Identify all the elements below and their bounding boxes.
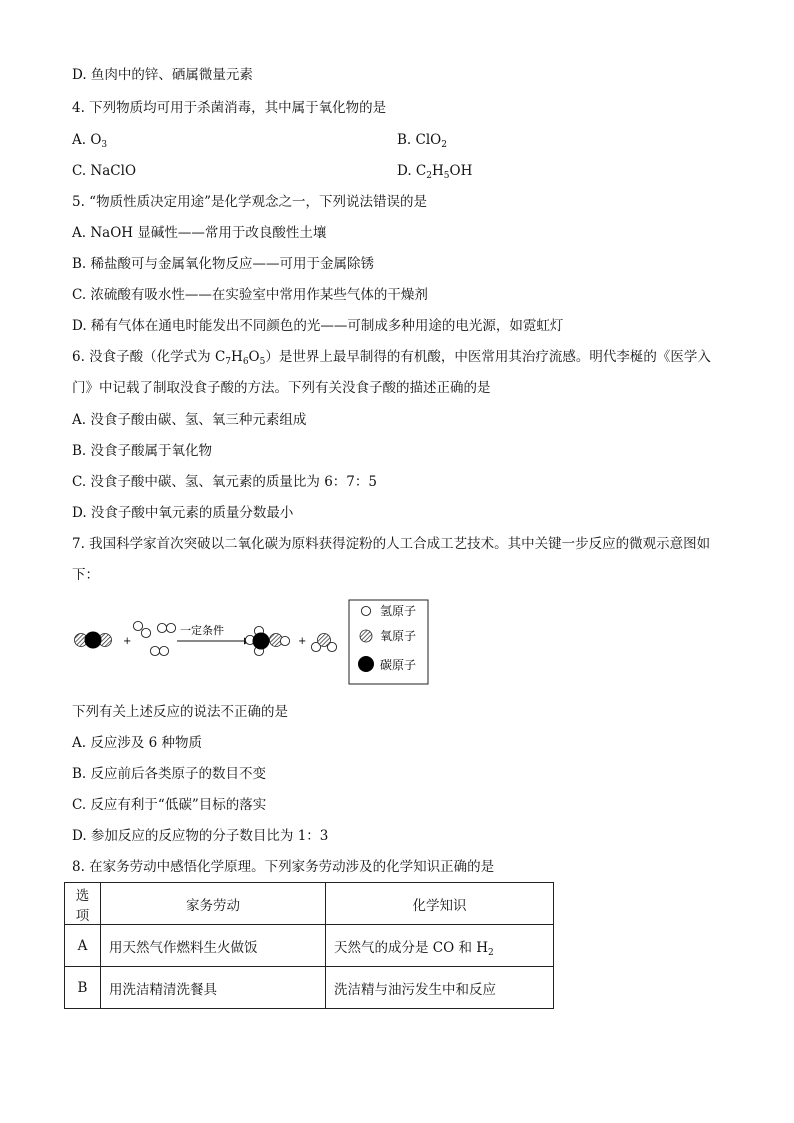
q8-table xyxy=(64,882,554,1009)
q5-option-d: D. 稀有气体在通电时能发出不同颜色的光——可制成多种用途的电光源，如霓虹灯 xyxy=(72,318,564,334)
q3-option-d: D. 鱼肉中的锌、硒属微量元素 xyxy=(72,67,253,83)
q7-reaction-diagram xyxy=(70,596,435,688)
hydrogen-atom-icon xyxy=(361,606,370,615)
q5-option-c: C. 浓硫酸有吸水性——在实验室中常用作某些气体的干燥剂 xyxy=(72,287,428,303)
header-option: 选项 xyxy=(65,883,101,925)
row-option: B xyxy=(65,967,101,1009)
q5-option-a: A. NaOH 显碱性——常用于改良酸性土壤 xyxy=(72,225,327,241)
row-knowledge: 洗洁精与油污发生中和反应 xyxy=(326,967,554,1009)
q6-option-c: C. 没食子酸中碳、氢、氧元素的质量比为 6：7：5 xyxy=(72,474,377,490)
table-header-row xyxy=(65,883,554,925)
q7-option-c: C. 反应有利于“低碳”目标的落实 xyxy=(72,797,267,813)
carbon-atom-icon xyxy=(358,656,374,672)
q6-option-b: B. 没食子酸属于氧化物 xyxy=(72,443,213,459)
water-molecule-icon xyxy=(311,634,336,652)
oxygen-atom-icon xyxy=(360,630,372,642)
row-housework: 用洗洁精清洗餐具 xyxy=(101,967,326,1009)
q5-stem: 5. “物质性质决定用途”是化学观念之一，下列说法错误的是 xyxy=(72,194,427,210)
methanol-molecule-icon xyxy=(245,626,289,655)
q7-option-d: D. 参加反应的反应物的分子数目比为 1：3 xyxy=(72,828,329,844)
legend-hydrogen: 氢原子 xyxy=(380,604,417,618)
table-row xyxy=(65,967,554,1009)
reaction-condition: 一定条件 xyxy=(180,624,224,637)
table-row xyxy=(65,925,554,967)
q7-option-a: A. 反应涉及 6 种物质 xyxy=(72,735,203,751)
co2-molecule-icon xyxy=(75,632,112,649)
q7-stem: 7. 我国科学家首次突破以二氧化碳为原料获得淀粉的人工合成工艺技术。其中关键一步反应的微观示意图如下： xyxy=(72,536,711,583)
q7-option-b: B. 反应前后各类原子的数目不变 xyxy=(72,766,267,782)
q4-stem: 4. 下列物质均可用于杀菌消毒，其中属于氧化物的是 xyxy=(72,100,387,116)
header-housework: 家务劳动 xyxy=(101,883,326,925)
q8-stem: 8. 在家务劳动中感悟化学原理。下列家务劳动涉及的化学知识正确的是 xyxy=(72,859,495,875)
q4-option-c: C. NaClO xyxy=(72,163,137,179)
header-knowledge: 化学知识 xyxy=(326,883,554,925)
q4-option-a: A. $O_3$ xyxy=(72,132,108,150)
q6-option-a: A. 没食子酸由碳、氢、氧三种元素组成 xyxy=(72,412,307,428)
row-option: A xyxy=(65,925,101,967)
legend-carbon: 碳原子 xyxy=(380,658,417,672)
reaction-arrow-icon xyxy=(177,638,251,645)
hydrogen-molecules-icon xyxy=(133,621,175,655)
q5-option-b: B. 稀盐酸可与金属氧化物反应——可用于金属除锈 xyxy=(72,256,375,272)
q4-option-d: D. $C_2H_5OH$ xyxy=(397,163,473,181)
q6-option-d: D. 没食子酸中氧元素的质量分数最小 xyxy=(72,505,294,521)
legend-oxygen: 氧原子 xyxy=(380,629,417,643)
q6-stem: 6. 没食子酸（化学式为 $C_7H_6O_5$）是世界上最早制得的有机酸，中医常用其治疗流感。明代李梴的《医学入门》中记载了制取没食子酸的方法。下列有关没食子酸的描述正确的是 xyxy=(72,349,711,396)
plus-sign-1: + xyxy=(123,636,132,647)
q4-option-b: B. ClO$_2$ xyxy=(397,132,447,150)
row-knowledge: 天然气的成分是 CO 和 $H_2$ xyxy=(326,925,554,967)
plus-sign-2: + xyxy=(298,636,307,647)
row-housework: 用天然气作燃料生火做饭 xyxy=(101,925,326,967)
q7-question: 下列有关上述反应的说法不正确的是 xyxy=(72,704,288,720)
